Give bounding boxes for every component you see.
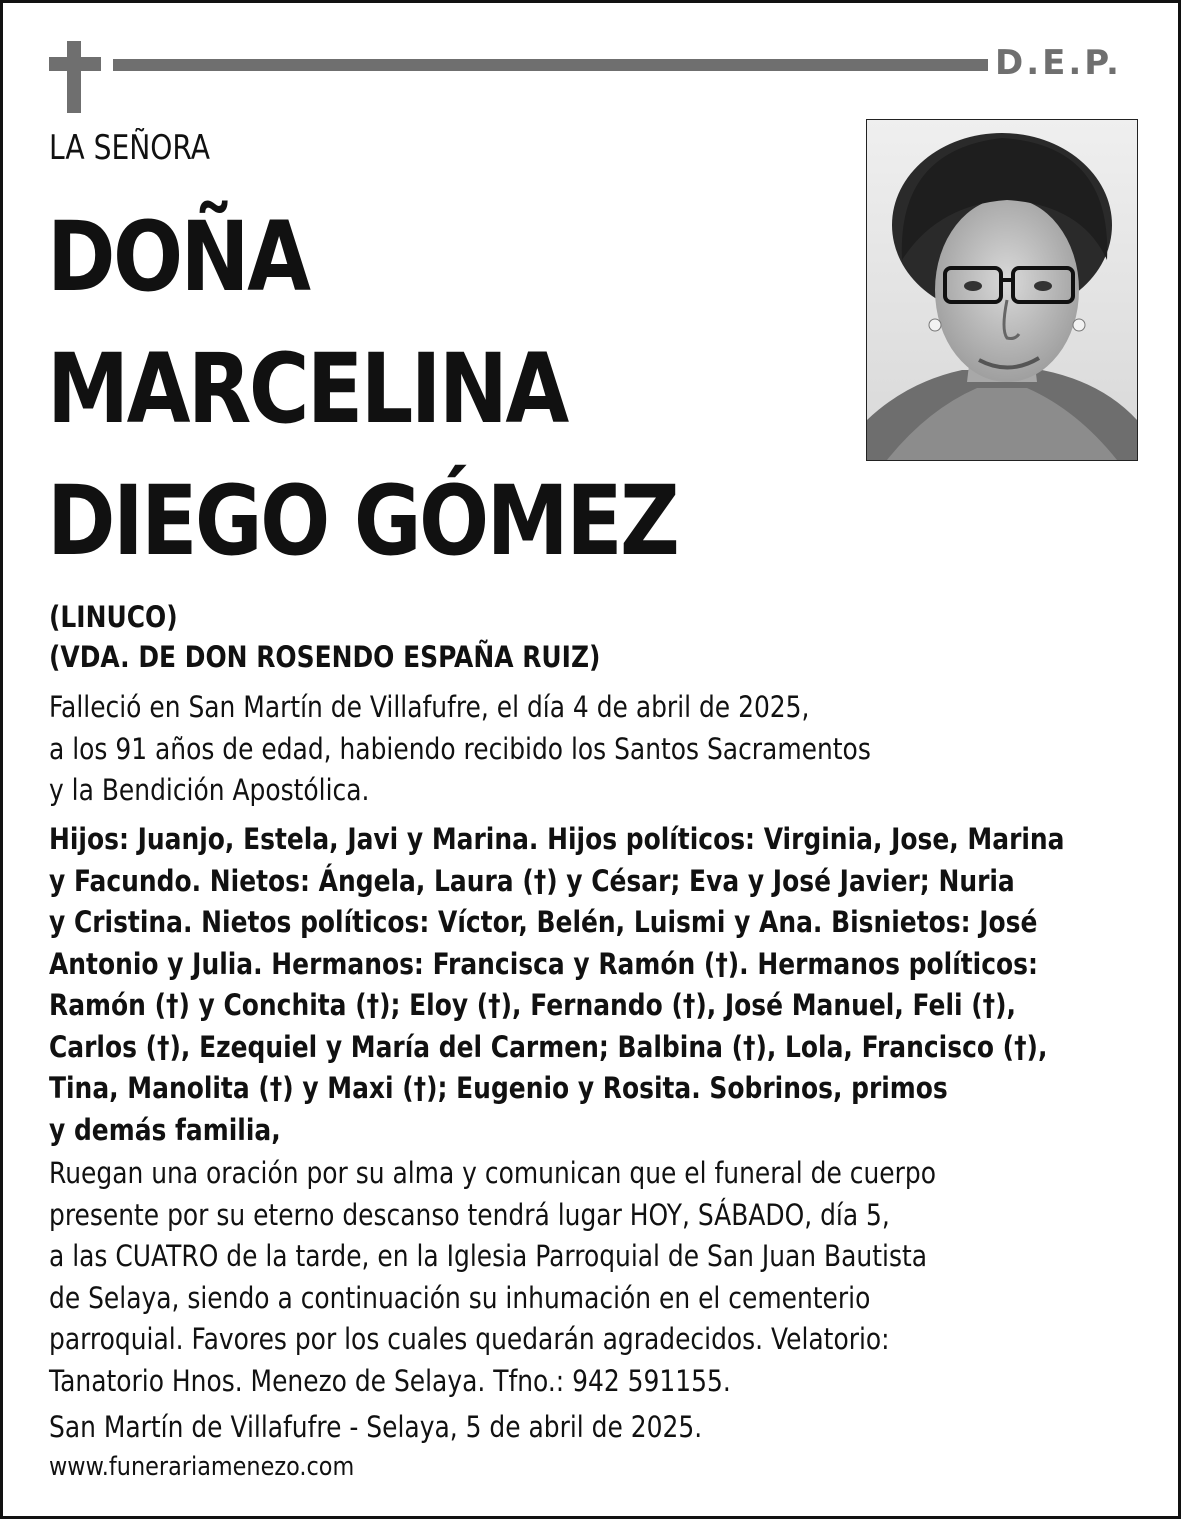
website-link[interactable]: www.funerariamenezo.com [49,1452,355,1482]
paragraph-line: de Selaya, siendo a continuación su inhumación en el cementerio [49,1280,871,1315]
intro-label: LA SEÑORA [49,128,210,168]
dep-label: D.E.P. [995,43,1122,83]
family-paragraph [49,819,1065,1151]
paragraph-line: parroquial. Favores por los cuales quedarán agradecidos. Velatorio: [49,1322,890,1356]
alias-block [49,597,600,677]
name-line: MARCELINA [47,333,567,445]
portrait-photo [866,119,1138,461]
family-line: Tina, Manolita (†) y Maxi (†); Eugenio y Rosita. Sobrinos, primos [49,1071,948,1105]
latin-cross-icon [67,41,81,113]
paragraph-line: Ruegan una oración por su alma y comunican que el funeral de cuerpo [49,1156,936,1190]
family-line: Ramón (†) y Conchita (†); Eloy (†), Fernando (†), José Manuel, Feli (†), [49,988,1016,1022]
family-line: Antonio y Julia. Hermanos: Francisca y Ramón (†). Hermanos políticos: [49,946,1038,981]
family-line: Carlos (†), Ezequiel y María del Carmen; Balbina (†), Lola, Francisco (†), [49,1029,1048,1064]
paragraph-line: Tanatorio Hnos. Menezo de Selaya. Tfno.: 942 591155. [49,1363,731,1398]
family-line: y Facundo. Nietos: Ángela, Laura (†) y César; Eva y José Javier; Nuria [49,863,1015,898]
paragraph-line: y la Bendición Apostólica. [49,773,370,807]
alias-line: (LINUCO) [49,600,178,634]
latin-cross-icon-arm [49,57,101,71]
deceased-name [47,191,677,587]
alias-line: (VDA. DE DON ROSENDO ESPAÑA RUIZ) [49,640,601,674]
paragraph-line: a los 91 años de edad, habiendo recibido los Santos Sacramentos [49,731,871,766]
paragraph-line: Falleció en San Martín de Villafufre, el día 4 de abril de 2025, [49,690,810,724]
funeral-paragraph [49,1153,936,1402]
paragraph-line: presente por su eterno descanso tendrá lugar HOY, SÁBADO, día 5, [49,1197,890,1232]
name-line: DIEGO GÓMEZ [47,465,678,577]
family-line: Hijos: Juanjo, Estela, Javi y Marina. Hijos políticos: Virginia, Jose, Marina [49,822,1065,856]
death-notice-paragraph [49,687,871,812]
paragraph-line: a las CUATRO de la tarde, en la Iglesia Parroquial de San Juan Bautista [49,1239,928,1273]
name-line: DOÑA [47,201,309,313]
header-rule [113,59,988,71]
portrait-image [867,120,1137,460]
family-line: y demás familia, [49,1112,281,1147]
place-date-line: San Martín de Villafufre - Selaya, 5 de abril de 2025. [49,1410,703,1444]
family-line: y Cristina. Nietos políticos: Víctor, Belén, Luismi y Ana. Bisnietos: José [49,905,1038,939]
